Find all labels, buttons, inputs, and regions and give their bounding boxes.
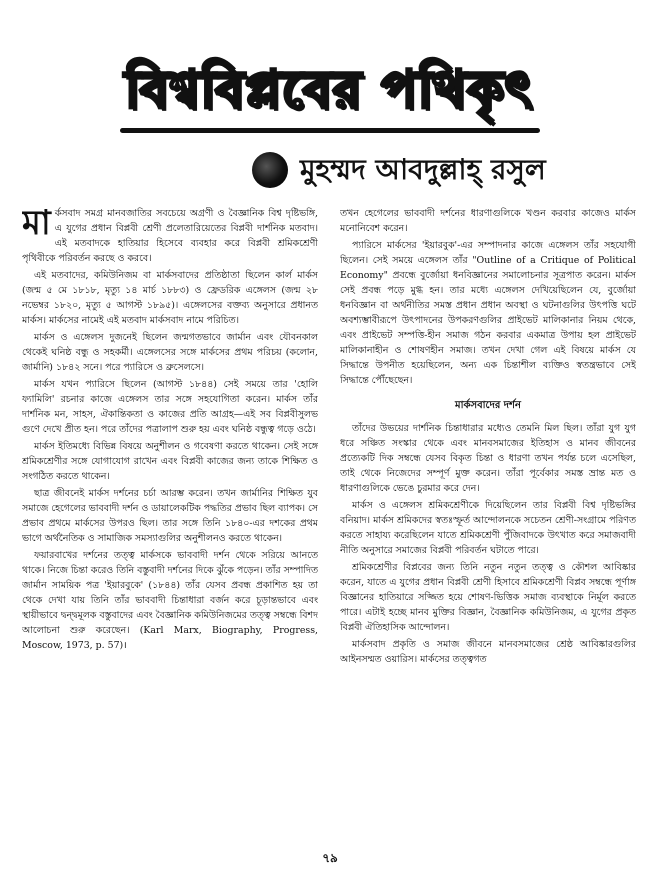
paragraph: মার্কস ও এঙ্গেলস দুজনেই ছিলেন জন্মগতভাবে জার্মান এবং যৌবনকাল থেকেই ঘনিষ্ঠ বন্ধু ও সহকর্মী। এঙ্গেলসের সঙ্গে মার্কসের প্রথম পরিচয় (কলোন, জার্মানি) ১৮৪২ সনে। পরে প্যারিসে ও ব্রুসেলসে।	[22, 332, 318, 373]
paragraph: তাঁদের উভয়ের দার্শনিক চিন্তাধারার মধ্যেও তেমনি মিল ছিল। তাঁরা যুগ যুগ ধরে সঞ্চিত সংস্কার থেকে এবং মানবসমাজের ইতিহাস ও মানব জীবনের প্রত্যেকটি দিক সম্বন্ধে যেসব বিকৃত চিন্তা ও ধারণা তখন পর্যন্ত চলে এসেছিল, তাই থেকে নিজেদের সম্পূর্ণ মুক্ত করেন। তাঁরা পূর্বেকার সমস্ত ভ্রান্ত মত ও ধারণাগুলিকে ভেঙে চুরমার করে দেন।	[340, 423, 636, 494]
paragraph: ফয়ারবাখের দর্শনের তত্ত্ব মার্কসকে ভাববাদী দর্শন থেকে সরিয়ে আনতে থাকে। নিজে চিন্তা করেও তিনি বস্তুবাদী দর্শনের দিকে ঝুঁকে পড়েন। তাঁর সম্পাদিত জার্মান সাময়িক পত্র 'ইয়ারবুকে' (১৮৪৪) তাঁর যেসব প্রবন্ধ প্রকাশিত হয় তা থেকে দেখা যায় তিনি তাঁর ভাববাদী চিন্তাধারা বর্জন করে চূড়ান্তভাবে এবং স্থায়ীভাবে দ্বন্দ্বমূলক বস্তুবাদের এবং বৈজ্ঞানিক কমিউনিজমের তত্ত্ব সম্বন্ধে বিশদ আলোচনা শুরু করেছেন। (Karl Marx, Biography, Progress, Moscow, 1973, p. 57)।	[22, 550, 318, 651]
article-title: বিশ্ববিপ্লবের পথিকৃৎ	[124, 60, 534, 120]
paragraph: মার্কসবাদ প্রকৃতি ও সমাজ জীবনে মানবসমাজের শ্রেষ্ঠ আবিষ্কারগুলির আইনসম্মত ওয়ারিস। মার্কসের তত্ত্বগত	[340, 639, 636, 665]
paragraph: তখন হেগেলের ভাববাদী দর্শনের ধারণাগুলিকে খণ্ডন করবার কাজেও মার্কস মনোনিবেশ করেন।	[340, 208, 636, 234]
bullet-dot-icon	[252, 152, 288, 188]
paragraph: এই মতবাদের, কমিউনিজম বা মার্কসবাদের প্রতিষ্ঠাতা ছিলেন কার্ল মার্কস (জন্ম ৫ মে ১৮১৮, মৃত্যু ১৪ মার্চ ১৮৮৩) ও ফ্রেডরিক এঙ্গেলস (জন্ম ২৮ নভেম্বর ১৮২০, মৃত্যু ৫ আগস্ট ১৮৯৫)। এঙ্গেলসের বক্তব্য অনুসারে প্রধানত মার্কস। মার্কসের নামেই এই মতবাদ মার্কসবাদ নামে পরিচিত।	[22, 270, 318, 326]
paragraph: ছাত্র জীবনেই মার্কস দর্শনের চর্চা আরম্ভ করেন। তখন জার্মানির শিক্ষিত যুব সমাজে হেগেলের ভাববাদী দর্শন ও ডায়ালেকটিক পদ্ধতির প্রভাব ছিল ব্যাপক। সে প্রভাব প্রথমে মার্কসের উপরও ছিল। তার সঙ্গে তিনি ১৮৪০-এর দশকের প্রথম ভাগে অর্থনৈতিক ও সামাজিক সমস্যাগুলির অনুশীলনও করতে থাকেন।	[22, 488, 318, 544]
paragraph: মার্কস যখন প্যারিসে ছিলেন (আগস্ট ১৮৪৪) সেই সময়ে তার 'হোলি ফ্যামিলি' রচনার কাজে এঙ্গেলস তার সঙ্গে সহযোগিতা করেন। মার্কস তাঁর দার্শনিক মন, সাহস, ঐকান্তিকতা ও কাজের প্রতি আগ্রহ—এই সব বিপ্লবীসুলভ গুণে দেখে প্রীত হন। পরে তাঁদের পত্রালাপ শুরু হয় এবং ঘনিষ্ঠ বন্ধুত্ব গড়ে ওঠে।	[22, 379, 318, 435]
paragraph	[22, 206, 318, 266]
paragraph-text: র্কসবাদ সমগ্র মানবজাতির সবচেয়ে অগ্রণী ও বৈজ্ঞানিক বিশ্ব দৃষ্টিভঙ্গি, এ যুগের প্রধান বিপ্লবী শ্রেণী প্রলেতারিয়েতের বিপ্লবী দার্শনিক মতবাদ। এই মতবাদকে হাতিয়ার হিসেবে ব্যবহার করে বিপ্লবী শ্রমিকশ্রেণী পৃথিবীকে পরিবর্তন করছে ও করবে।	[22, 208, 318, 264]
paragraph: শ্রমিকশ্রেণীর বিপ্লবের জন্য তিনি নতুন নতুন তত্ত্ব ও কৌশল আবিষ্কার করেন, যাতে এ যুগের প্রধান বিপ্লবী শ্রেণী হিসাবে শ্রমিকশ্রেণী বিপ্লব সম্বন্ধে পূর্ণাঙ্গ বিজ্ঞানের হাতিয়ারে সজ্জিত হয়ে শোষণ-ভিত্তিক সমাজ ব্যবস্থাকে নির্মূল করতে পারে। এটাই হচ্ছে মানব মুক্তির বিজ্ঞান, বৈজ্ঞানিক কমিউনিজম, এ যুগের প্রকৃত বিপ্লবী ঐতিহাসিক আন্দোলন।	[340, 562, 636, 633]
right-column	[340, 206, 636, 836]
paragraph: মার্কস ইতিমধ্যে বিভিন্ন বিষয়ে অনুশীলন ও গবেষণা করতে থাকেন। সেই সঙ্গে শ্রমিকশ্রেণীর সঙ্গে যোগাযোগ রাখেন এবং বিপ্লবী কাজের জন্য তাকে শিক্ষিত ও সংগঠিত করতে থাকেন।	[22, 441, 318, 482]
drop-cap: মা	[22, 206, 51, 243]
left-column	[22, 206, 318, 836]
article-banner	[112, 44, 546, 136]
author-byline	[252, 148, 632, 192]
paragraph: মার্কস ও এঙ্গেলস শ্রমিকশ্রেণীকে দিয়েছিলেন তার বিপ্লবী বিশ্ব দৃষ্টিভঙ্গির বনিয়াদ। মার্কস শ্রমিকদের স্বতঃস্ফূর্ত আন্দোলনকে সচেতন শ্রেণী-সংগ্রামে পরিণত করতে সাহায্য করেছিলেন যাতে শ্রমিকশ্রেণী পুঁজিবাদকে উৎখাত করে সমাজবাদী নীতি অনুসারে সমাজের বিপ্লবী পরিবর্তন ঘটাতে পারে।	[340, 500, 636, 556]
author-name: মুহম্মদ আবদুল্লাহ্ রসুল	[300, 153, 546, 186]
section-heading: মার্কসবাদের দর্শন	[455, 400, 521, 411]
banner-underline	[120, 128, 540, 133]
page-number: ৭৯	[322, 851, 338, 865]
paragraph: প্যারিসে মার্কসের 'ইয়ারবুক'-এর সম্পাদনার কাজে এঙ্গেলস তাঁর সহযোগী ছিলেন। সেই সময়ে এঙ্গেলস তাঁর "Outline of a Critique of Political Economy" প্রবন্ধে বুর্জোয়া ধনবিজ্ঞানের সমালোচনার সূত্রপাত করেন। মার্কস সেই প্রবন্ধ পড়ে মুগ্ধ হন। তার মধ্যে এঙ্গেলস দেখিয়েছিলেন যে, বুর্জোয়া ধনবিজ্ঞান বা অর্থনীতির সমস্ত প্রধান প্রধান অবস্থা ও ঘটনাগুলির উৎপত্তি ঘটে অবশ্যম্ভাবীরূপে উৎপাদনের উপকরণগুলির প্রাইভেট মালিকানার নিয়ম থেকে, এবং প্রাইভেট সম্পত্তি-হীন সমাজ গঠন করবার একমাত্র উপায় হল প্রাইভেট মালিকানাহীন ও শোষণহীন সমাজ। তখন দেখা গেল এই বিষয়ে মার্কস যে সিদ্ধান্তে উপনীত হয়েছিলেন, অন্য এক চিন্তাশীল ব্যক্তিও স্বতন্ত্রভাবে সেই সিদ্ধান্তে পৌঁছেছেন।	[340, 240, 636, 386]
